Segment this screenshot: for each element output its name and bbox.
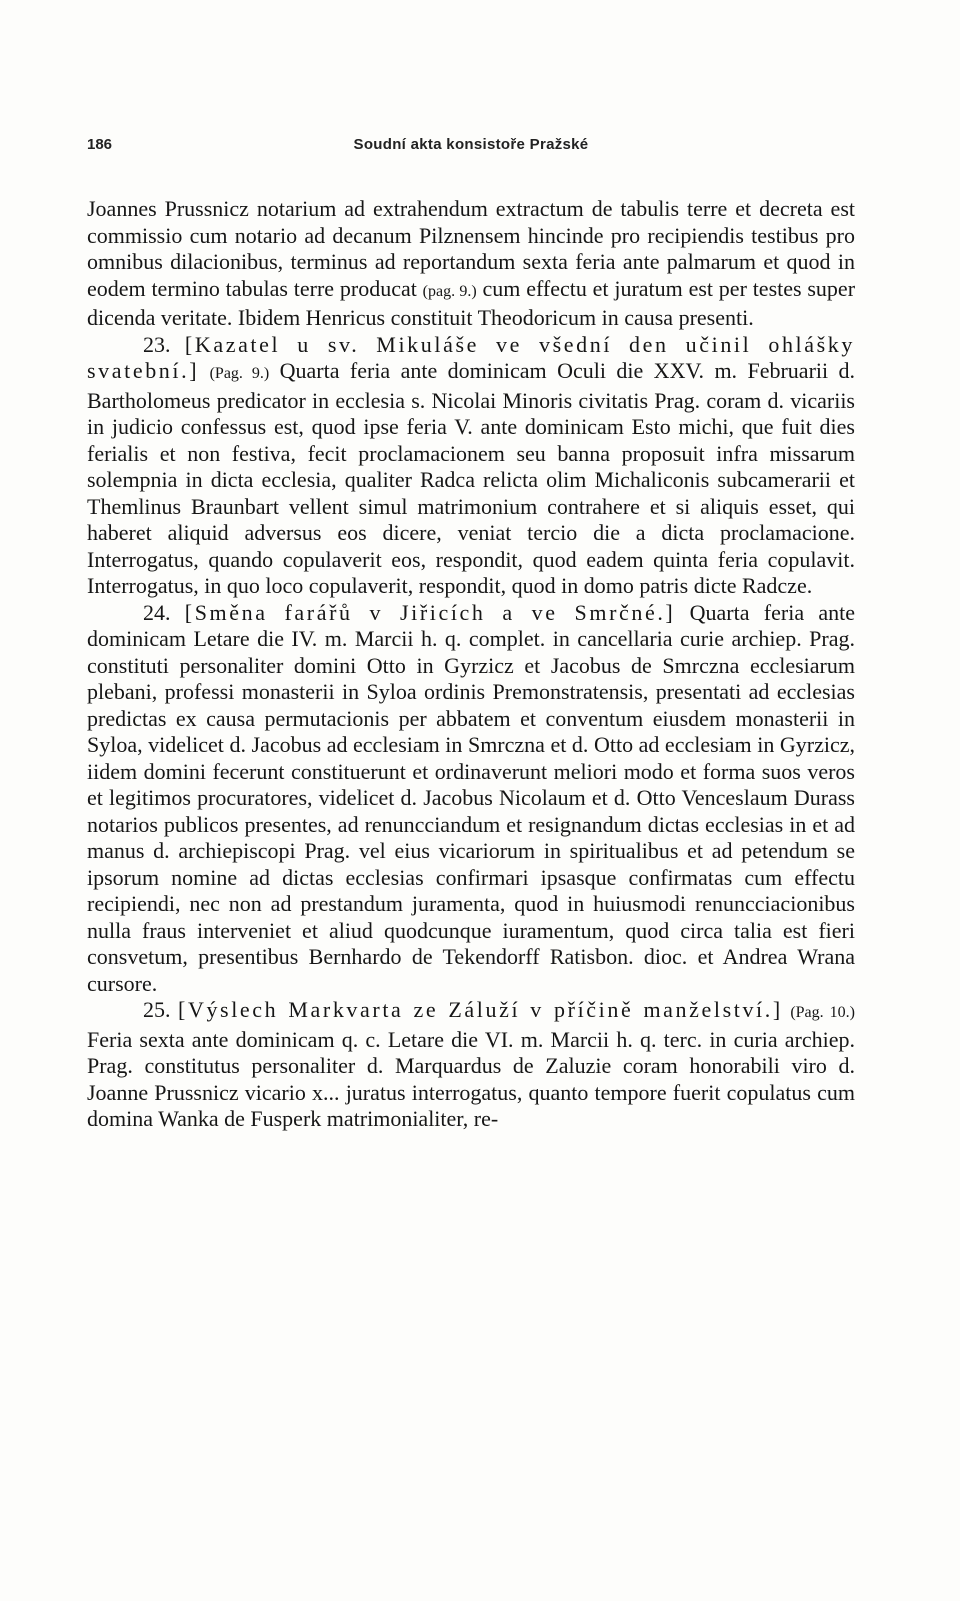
entry-text: Quarta feria ante dominicam Oculi die XXV. m. Februarii d. Bartholomeus predicator in ecclesia s. Nicolai Minoris civitatis Prag. coram d. vicariis in judicio confessus est, quod ipse feria V. ante dominicam Esto michi, que fuit dies ferialis et non festiva, fecit proclamacionem seu banna proposuit infra missarum solempnia in dicta ecclesia, qualiter Radca relicta olim Michaliconis subcamerarii et Themlinus Braunbart vellent simul matrimonium contrahere et si aliquis esset, qui haberet aliquid adversus eos dicere, veniat tercio die a dicta proclamacione. Interrogatus, quando copulaverit eos, respondit, quod eadem quinta feria copulavit. Interrogatus, in quo loco copulaverit, respondit, quod in domo patris dicte Radcze.	[87, 358, 856, 598]
entry-text: Quarta feria ante dominicam Letare die IV. m. Marcii h. q. complet. in cancellaria curie archiep. Prag. constituti personaliter domini Otto in Gyrzicz et Jacobus de Smrczna ecclesiarum plebani, professi monasterii in Syloa ordinis Premonstratensis, presentati ad ecclesias predictas ex causa permutacionis per abbatem et conventum eiusdem monasterii in Syloa, videlicet d. Jacobus ad ecclesiam in Smrczna et d. Otto ad ecclesiam in Gyrzicz, iidem domini fecerunt constituerunt et ordinaverunt meliori modo et forma suos veros et legitimos procuratores, videlicet d. Jacobus Nicolaum et d. Otto Venceslaum Durass notarios publicos presentes, ad renuncciandum et resignandum dictas ecclesias in et ad manus d. archiepiscopi Prag. vel eius vicariorum in spiritualibus et ad petendum se ipsorum nomine ad dictas ecclesias confirmari ipsasque confirmatas cum effectu recipiendi, nec non ad prestandum juramenta, quod in huiusmodi renuncciacionibus nulla fraus interveniet et aliud quodcunque iuramentum, quod circa talia est fieri consvetum, presentibus Bernhardo de Tekendorff Ratisbon. dioc. et Andrea Wrana cursore.	[87, 599, 856, 996]
entry-heading: [Kazatel u sv. Mikuláše ve všední den učinil ohlášky svatební.]	[87, 331, 855, 383]
running-header	[87, 128, 855, 158]
entry-heading: [Směna farářů v Jiřicích a ve Smrčné.]	[184, 599, 676, 625]
page-reference: (Pag. 10.)	[790, 1004, 855, 1021]
page-number: 186	[87, 136, 113, 153]
paragraph-continuation	[87, 196, 855, 332]
entry-25	[87, 997, 855, 1133]
page-reference: (Pag. 9.)	[209, 365, 270, 382]
running-title: Soudní akta konsistoře Pražské	[353, 136, 589, 153]
entry-text: Feria sexta ante dominicam q. c. Letare die VI. m. Marcii h. q. terc. in curia archiep. Prag. constitutus personaliter d. Marquardus de Zaluzie coram honorabili viro d. Joanne Prussnicz vicario x... juratus interrogatus, quanto tempore fuerit copulatus cum domina Wanka de Fusperk matrimonialiter, re-	[87, 1026, 855, 1131]
entry-number: 23.	[143, 331, 171, 357]
body-text	[87, 196, 855, 1133]
page-reference: (pag. 9.)	[422, 282, 477, 300]
entry-23	[87, 332, 855, 600]
paragraph-text: cum effectu et juratum est per testes super dicenda veritate. Ibidem Henricus constituit Theodoricum in causa presenti.	[87, 275, 856, 330]
entry-24	[87, 600, 855, 998]
paragraph-text: Joannes Prussnicz notarium ad extrahendum extractum de tabulis terre et decreta est commissio cum notario ad decanum Pilznensem hincinde pro recipiendis testibus pro omnibus dilacionibus, terminus ad reportandum sexta feria ante palmarum et quod in eodem termino tabulas terre producat	[87, 196, 855, 301]
entry-heading: [Výslech Markvarta ze Záluží v příčině manželství.]	[178, 997, 783, 1022]
entry-number: 25.	[143, 997, 171, 1022]
document-page	[87, 128, 855, 1133]
entry-number: 24.	[143, 599, 171, 625]
